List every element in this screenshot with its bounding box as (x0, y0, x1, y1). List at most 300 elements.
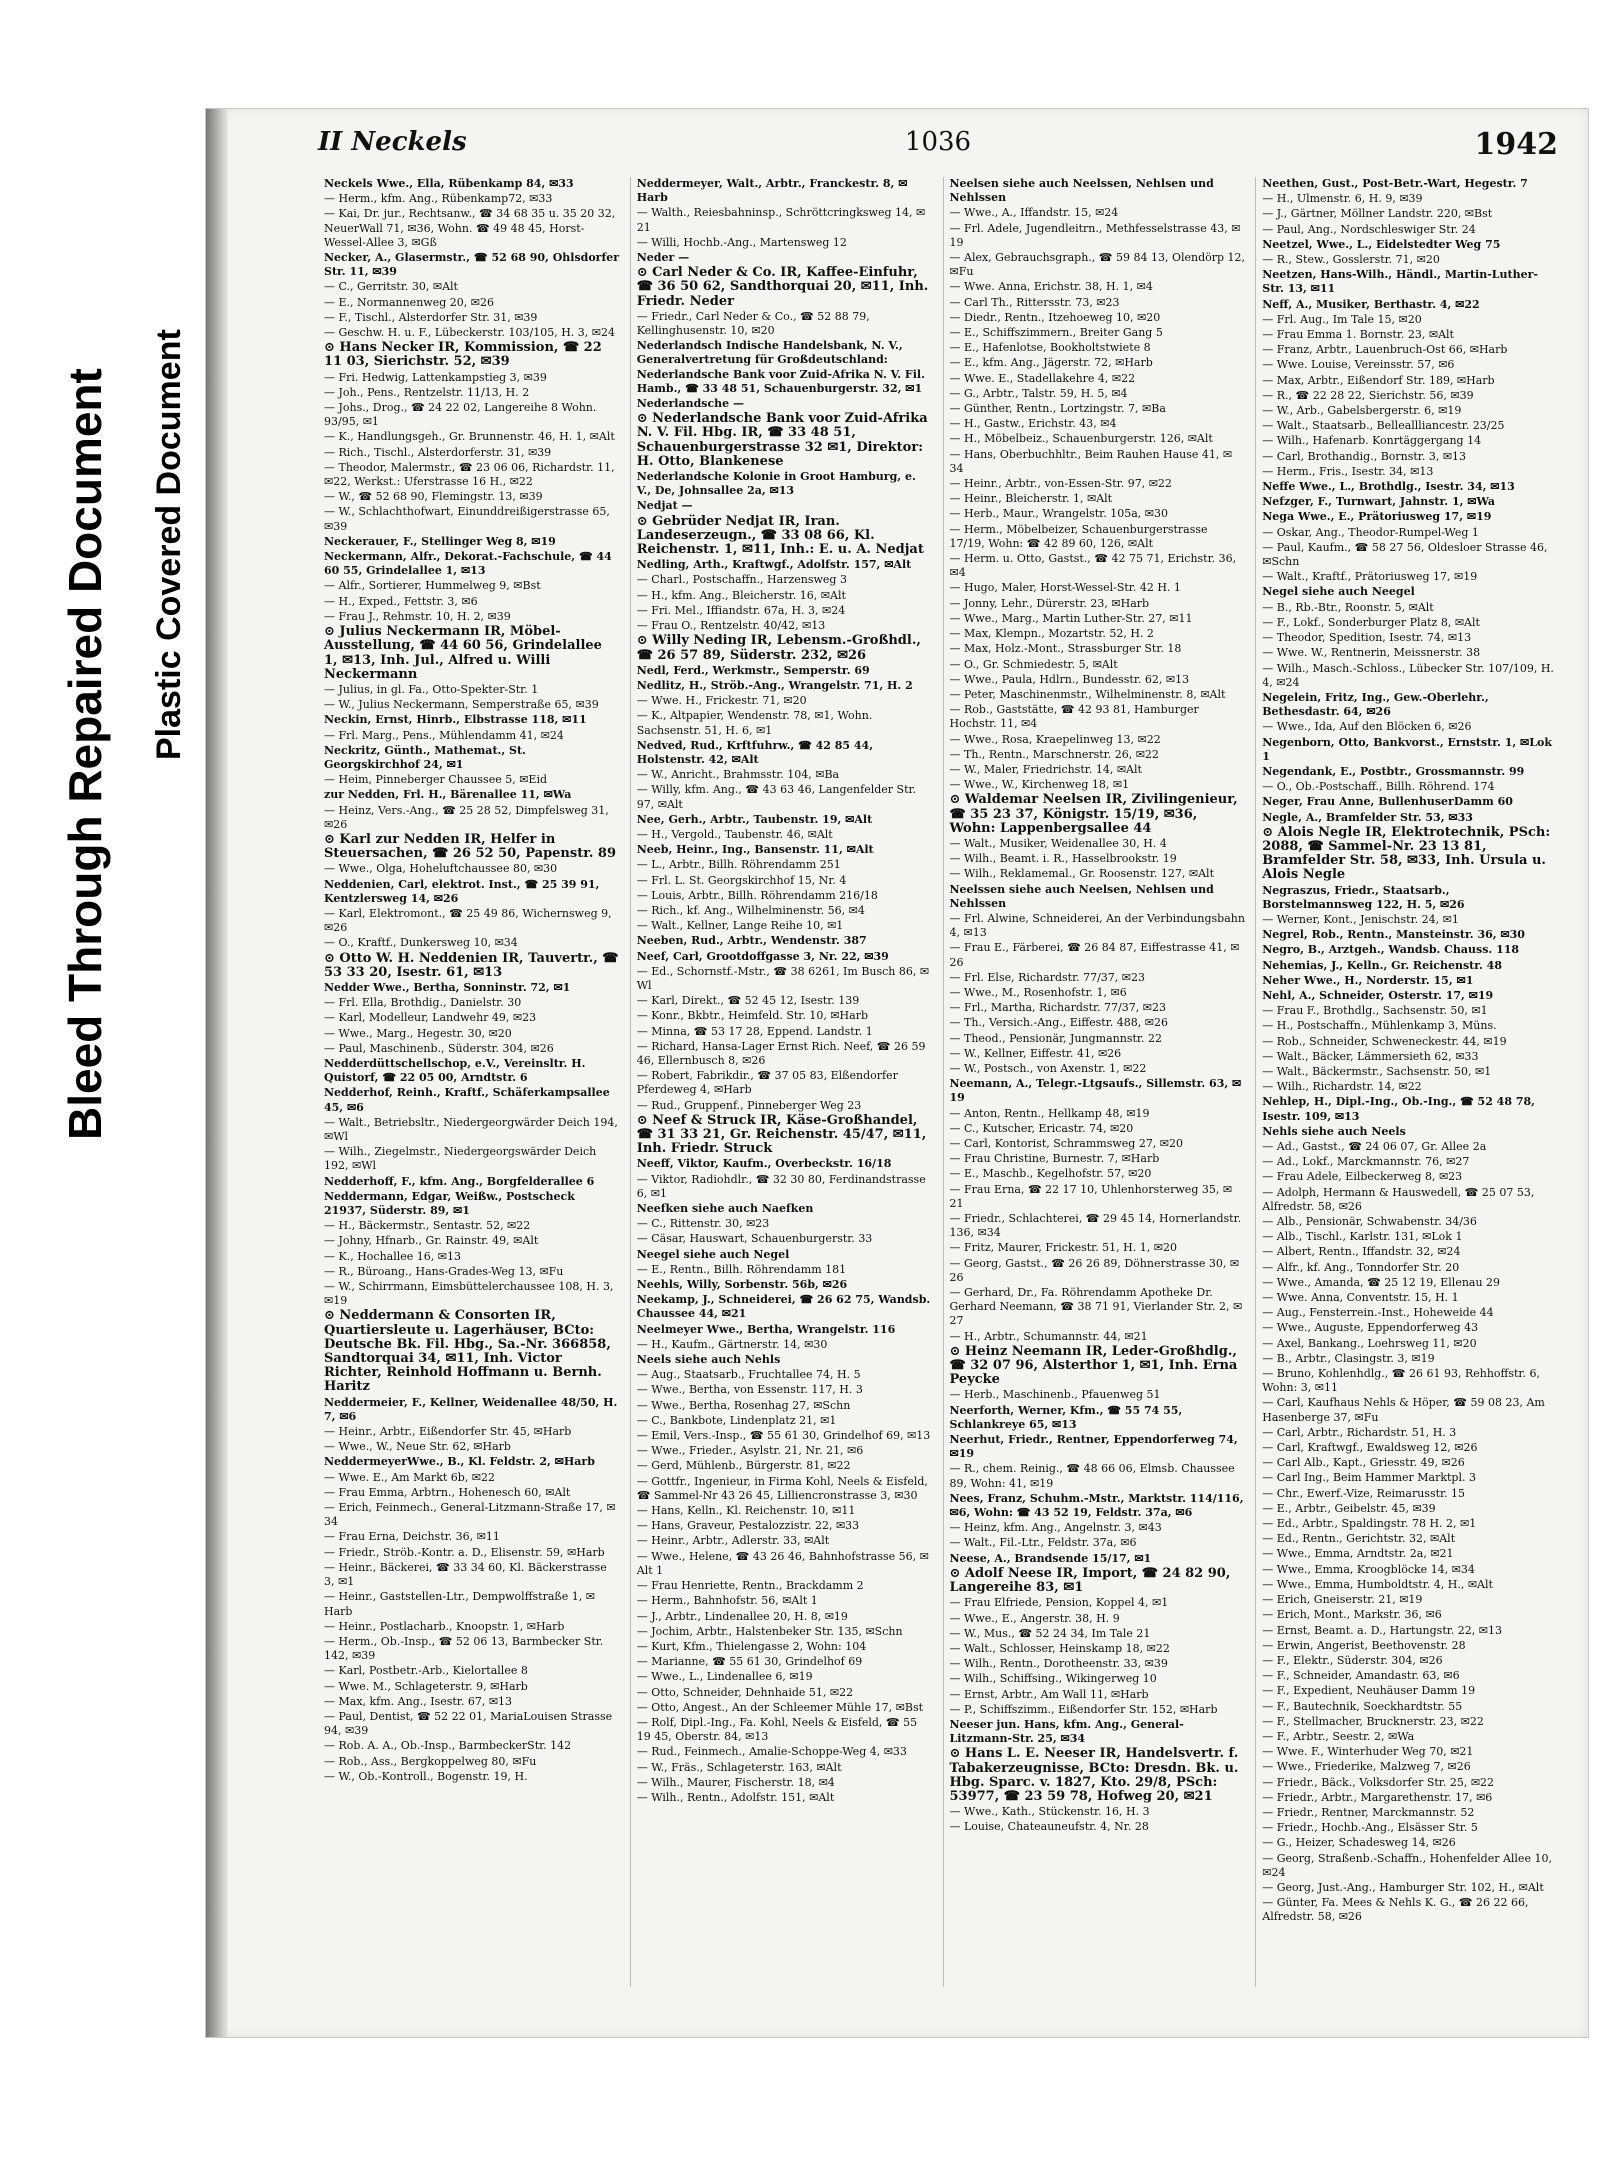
directory-entry: — G., Heizer, Schadesweg 14, ✉26 (1262, 1836, 1456, 1850)
directory-entry: Neckritz, Günth., Mathemat., St. Georgskirchhof 24, ✉1 (324, 743, 526, 771)
directory-entry: — Minna, ☎ 53 17 28, Eppend. Landstr. 1 (636, 1024, 873, 1038)
directory-entry: — Erich, Gneiserstr. 21, ✉19 (1262, 1593, 1423, 1607)
directory-entry: — Wwe., Frieder., Asylstr. 21, Nr. 21, ✉6 (636, 1444, 864, 1458)
directory-entry: — Hugo, Maler, Horst-Wessel-Str. 42 H. 1 (949, 581, 1181, 595)
directory-entry: ⊙ Neef & Struck IR, Käse-Großhandel, ☎ 31 33 21, Gr. Reichenstr. 45/47, ✉11, Inh. Friedr. Struck (636, 1112, 927, 1157)
directory-entry: — Walt., Schlosser, Heinskamp 18, ✉22 (949, 1641, 1170, 1655)
header-keyword: Neckels (351, 127, 467, 157)
directory-entry: — Wwe., Bertha, von Essenstr. 117, H. 3 (636, 1383, 863, 1397)
directory-entry: — Herm., Bahnhofstr. 56, ✉Alt 1 (636, 1594, 818, 1608)
directory-entry: — Georg, Straßenb.-Schaffn., Hohenfelder Allee 10, ✉24 (1262, 1851, 1552, 1879)
directory-entry: ⊙ Hans L. E. Neeser IR, Handelsvertr. f. Tabakerzeugnisse, BCto: Dresdn. Bk. u. Hbg. Sparc. v. 1827, Kto. 29/8, PSch: 53977, ☎ 23 59 78, Hofweg 20, ✉21 (949, 1746, 1239, 1804)
directory-entry: — Rich., Tischl., Alsterdorferstr. 31, ✉39 (324, 445, 552, 459)
directory-entry: — Frl. Else, Richardstr. 77/37, ✉23 (949, 970, 1146, 984)
directory-entry: — Paul, Kaufm., ☎ 58 27 56, Oldesloer Strasse 46, ✉Schn (1262, 540, 1548, 569)
directory-entry: — E., kfm. Ang., Jägerstr. 72, ✉Harb (949, 356, 1153, 370)
directory-entry: — Walt., Kellner, Lange Reihe 10, ✉1 (636, 919, 844, 933)
directory-entry: — E., Arbtr., Geibelstr. 45, ✉39 (1262, 1501, 1436, 1515)
directory-entry: — Wilh., Rentn., Dorotheenstr. 33, ✉39 (949, 1657, 1168, 1671)
directory-entry: Negelein, Fritz, Ing., Gew.-Oberlehr., Bethesdastr. 64, ✉26 (1262, 690, 1489, 719)
directory-entry: Neff, A., Musiker, Berthastr. 4, ✉22 (1262, 297, 1480, 311)
column-4 (1255, 177, 1558, 1987)
directory-entry: — Adolph, Hermann & Hauswedell, ☎ 25 07 53, Alfredstr. 58, ✉26 (1262, 1185, 1535, 1213)
directory-entry: — O., Ob.-Postschaff., Billh. Röhrend. 174 (1262, 780, 1495, 794)
directory-entry: — Friedr., Carl Neder & Co., ☎ 52 88 79, Kellinghusenstr. 10, ✉20 (636, 309, 870, 338)
plastic-covered-label: Plastic Covered Document (150, 329, 188, 760)
directory-entry: — Frl. Marg., Pens., Mühlendamm 41, ✉24 (324, 728, 564, 742)
directory-entry: — Friedr., Rentner, Marckmannstr. 52 (1262, 1805, 1475, 1819)
directory-entry: — Walt., Staatsarb., Belleallliancestr. 23/25 (1262, 419, 1505, 433)
directory-entry: — Walt., Betriebsltr., Niedergeorgwärder Deich 194, ✉Wl (324, 1115, 618, 1143)
directory-entry: — Wwe. Anna, Erichstr. 38, H. 1, ✉4 (949, 280, 1153, 294)
directory-entry: — Peter, Maschinenmstr., Wilhelminenstr. 8, ✉Alt (949, 687, 1226, 701)
directory-entry: Nederlandsche Kolonie in Groot Hamburg, e. V., De, Johnsallee 2a, ✉13 (636, 470, 916, 498)
directory-entry: — Carl, Kaufhaus Nehls & Höper, ☎ 59 08 23, Am Hasenberge 37, ✉Fu (1262, 1396, 1545, 1424)
directory-entry: — Wilh., Maurer, Fischerstr. 18, ✉4 (636, 1775, 835, 1789)
directory-entry: — H., Möbelbeiz., Schauenburgerstr. 126, ✉Alt (949, 432, 1213, 446)
directory-entry: Neder — (636, 251, 690, 265)
directory-entry: Neddenien, Carl, elektrot. Inst., ☎ 25 39 91, Kentzlersweg 14, ✉26 (324, 877, 600, 905)
directory-entry: — H., Kaufm., Gärtnerstr. 14, ✉30 (636, 1337, 828, 1351)
directory-entry: — F., Bautechnik, Soeckhardtstr. 55 (1262, 1699, 1463, 1713)
directory-entry: — Frau O., Rentzelstr. 40/42, ✉13 (636, 619, 826, 633)
directory-entry: — Heinr., Arbtr., Adlerstr. 33, ✉Alt (636, 1534, 830, 1548)
directory-entry: — W., Julius Neckermann, Semperstraße 65, ✉39 (324, 698, 599, 712)
directory-entry: — Frau E., Färberei, ☎ 26 84 87, Eiffestrasse 41, ✉26 (949, 941, 1240, 969)
directory-entry: — Wwe., Marg., Hegestr. 30, ✉20 (324, 1026, 512, 1040)
directory-entry: — Wwe., Amanda, ☎ 25 12 19, Ellenau 29 (1262, 1275, 1501, 1289)
directory-entry: NeddermeyerWwe., B., Kl. Feldstr. 2, ✉Harb (324, 1455, 595, 1469)
directory-entry: — Rob., Gaststätte, ☎ 42 93 81, Hamburger Hochstr. 11, ✉4 (949, 703, 1199, 731)
page-number: 1036 (904, 127, 972, 157)
directory-entry: — Wwe. Louise, Vereinsstr. 57, ✉6 (1262, 358, 1455, 372)
directory-entry: — Gottfr., Ingenieur, in Firma Kohl, Neels & Eisfeld, ☎ Sammel-Nr 43 26 45, Lilliencronstrasse 3, ✉30 (636, 1474, 928, 1502)
directory-entry: Neckin, Ernst, Hinrb., Elbstrasse 118, ✉11 (324, 713, 587, 727)
directory-entry: Nedl, Ferd., Werkmstr., Semperstr. 69 (636, 663, 870, 677)
directory-entry: — W., Schlachthofwart, Einunddreißigerstrasse 65, ✉39 (324, 505, 610, 533)
directory-entry: — Rob., Schneider, Schweneckestr. 44, ✉19 (1262, 1034, 1507, 1048)
directory-entry: — Rud., Feinmech., Amalie-Schoppe-Weg 4, ✉33 (636, 1745, 907, 1759)
directory-entry: — C., Kutscher, Ericastr. 74, ✉20 (949, 1121, 1134, 1135)
bleed-through-label: Bleed Through Repaired Document (59, 368, 111, 1140)
directory-entry: — C., Rittenstr. 30, ✉23 (636, 1217, 770, 1231)
directory-entry: — Rud., Gruppenf., Pinneberger Weg 23 (636, 1098, 862, 1112)
directory-entry: — Friedr., Bäck., Volksdorfer Str. 25, ✉22 (1262, 1775, 1495, 1789)
directory-entry: Nedved, Rud., Krftfuhrw., ☎ 42 85 44, Holstenstr. 42, ✉Alt (636, 738, 874, 766)
directory-entry: — K., Handlungsgeh., Gr. Brunnenstr. 46, H. 1, ✉Alt (324, 430, 615, 444)
directory-entry: Negle, A., Bramfelder Str. 53, ✉33 (1262, 810, 1473, 824)
directory-entry: — Herm., Möbelbeizer, Schauenburgerstrasse 17/19, Wohn: ☎ 42 89 60, 126, ✉Alt (949, 522, 1208, 550)
directory-entry: — Paul, Ang., Nordschleswiger Str. 24 (1262, 222, 1476, 236)
directory-entry: — Oskar, Ang., Theodor-Rumpel-Weg 1 (1262, 525, 1479, 539)
directory-entry: Neger, Frau Anne, BullenhuserDamm 60 (1262, 795, 1513, 809)
directory-entry: — K., Altpapier, Wendenstr. 78, ✉1, Wohn. Sachsenstr. 51, H. 6, ✉1 (636, 709, 873, 737)
directory-entry: Negraszus, Friedr., Staatsarb., Borstelmannsweg 122, H. 5, ✉26 (1262, 883, 1465, 911)
directory-columns (318, 177, 1558, 1987)
directory-entry: — Walt., Fil.-Ltr., Feldstr. 37a, ✉6 (949, 1536, 1137, 1550)
directory-entry: Nehl, A., Schneider, Osterstr. 17, ✉19 (1262, 988, 1494, 1002)
directory-entry: — Jochim, Arbtr., Halstenbeker Str. 135, ✉Schn (636, 1624, 903, 1638)
directory-entry: ⊙ Julius Neckermann IR, Möbel-Ausstellung, ☎ 44 60 56, Grindelallee 1, ✉13, Inh. Jul., Alfred u. Willi Neckermann (324, 624, 602, 682)
directory-entry: Neelmeyer Wwe., Bertha, Wrangelstr. 116 (636, 1322, 896, 1336)
directory-entry: zur Nedden, Frl. H., Bärenallee 11, ✉Wa (324, 788, 572, 802)
directory-entry: — F., Stellmacher, Brucknerstr. 23, ✉22 (1262, 1714, 1484, 1728)
directory-entry: — Wwe., W., Neue Str. 62, ✉Harb (324, 1440, 511, 1454)
directory-entry: Neeb, Heinr., Ing., Bansenstr. 11, ✉Alt (636, 843, 874, 857)
directory-entry: — Wwe., L., Lindenallee 6, ✉19 (636, 1670, 813, 1684)
column-2 (630, 177, 933, 1987)
directory-entry: ⊙ Otto W. H. Neddenien IR, Tauvertr., ☎ 53 33 20, Isestr. 61, ✉13 (324, 950, 619, 980)
directory-entry: — Karl, Modelleur, Landwehr 49, ✉23 (324, 1011, 537, 1025)
directory-entry: — Fri. Mel., Iffiandstr. 67a, H. 3, ✉24 (636, 603, 846, 617)
directory-entry: — Chr., Ewerf.-Vize, Reimarusstr. 15 (1262, 1486, 1466, 1500)
directory-entry: — Julius, in gl. Fa., Otto-Spekter-Str. 1 (324, 682, 539, 696)
directory-entry: — Friedr., Schlachterei, ☎ 29 45 14, Hornerlandstr. 136, ✉34 (949, 1212, 1242, 1240)
directory-entry: Neemann, A., Telegr.-Ltgsaufs., Sillemstr. 63, ✉19 (949, 1077, 1242, 1105)
directory-entry: — W., Kellner, Eiffestr. 41, ✉26 (949, 1046, 1122, 1060)
directory-entry: — Frau Elfriede, Pension, Koppel 4, ✉1 (949, 1596, 1169, 1610)
directory-entry: — Cäsar, Hauswart, Schauenburgerstr. 33 (636, 1232, 873, 1246)
directory-entry: Neckermann, Alfr., Dekorat.-Fachschule, ☎ 44 60 55, Grindelallee 1, ✉13 (324, 550, 612, 578)
directory-entry: — K., Hochallee 16, ✉13 (324, 1249, 461, 1263)
directory-entry: — Robert, Fabrikdir., ☎ 37 05 83, Elßendorfer Pferdeweg 4, ✉Harb (636, 1069, 898, 1097)
directory-entry: Neekamp, J., Schneiderei, ☎ 26 62 75, Wandsb. Chaussee 44, ✉21 (636, 1293, 931, 1321)
directory-entry: — Frau Adele, Eilbeckerweg 8, ✉23 (1262, 1170, 1463, 1184)
directory-entry: — Albert, Rentn., Iffandstr. 32, ✉24 (1262, 1245, 1461, 1259)
directory-entry: — F., Tischl., Alsterdorfer Str. 31, ✉39 (324, 310, 538, 324)
directory-entry: — P., Schiffszimm., Eißendorfer Str. 152, ✉Harb (949, 1702, 1218, 1716)
directory-entry: — Max, kfm. Ang., Isestr. 67, ✉13 (324, 1694, 513, 1708)
directory-entry: — Wwe. Anna, Conventstr. 15, H. 1 (1262, 1291, 1459, 1305)
directory-entry: — Wilh., Beamt. i. R., Hasselbrookstr. 19 (949, 852, 1177, 866)
directory-entry: — Herm., kfm. Ang., Rübenkamp72, ✉33 (324, 192, 553, 206)
directory-entry: — F., Elektr., Süderstr. 304, ✉26 (1262, 1653, 1443, 1667)
directory-entry: — Wwe., M., Rosenhofstr. 1, ✉6 (949, 985, 1127, 999)
directory-entry: — Hans, Kelln., Kl. Reichenstr. 10, ✉11 (636, 1504, 856, 1518)
directory-entry: — Ernst, Beamt. a. D., Hartungstr. 22, ✉13 (1262, 1623, 1502, 1637)
directory-entry: — Friedr., Arbtr., Margarethenstr. 17, ✉6 (1262, 1790, 1493, 1804)
directory-entry: Neels siehe auch Nehls (636, 1353, 781, 1367)
directory-entry: — J., Arbtr., Lindenallee 20, H. 8, ✉19 (636, 1609, 848, 1623)
directory-entry: — Paul, Maschinenb., Süderstr. 304, ✉26 (324, 1041, 554, 1055)
directory-entry: — Heim, Pinneberger Chaussee 5, ✉Eid (324, 773, 548, 787)
directory-entry: — Wwe. M., Schlageterstr. 9, ✉Harb (324, 1679, 528, 1693)
directory-entry: — Theod., Pensionär, Jungmannstr. 22 (949, 1031, 1162, 1045)
directory-entry: — W., Arb., Gabelsbergerstr. 6, ✉19 (1262, 404, 1462, 418)
directory-entry: — Kai, Dr. jur., Rechtsanw., ☎ 34 68 35 u. 35 20 32, NeuerWall 71, ✉36, Wohn. ☎ 49 48 45, Horst-Wessel-Allee 3, ✉Gß (324, 207, 616, 249)
binding-shadow (206, 109, 228, 2037)
directory-entry: — Wwe. E., Stadellakehre 4, ✉22 (949, 371, 1136, 385)
directory-entry: — Wilh., Reklamemal., Gr. Roosenstr. 127, ✉Alt (949, 867, 1214, 881)
directory-entry: — Walt., Bäcker, Lämmersieth 62, ✉33 (1262, 1049, 1479, 1063)
directory-entry: — Konr., Bkbtr., Heimfeld. Str. 10, ✉Harb (636, 1009, 869, 1023)
directory-entry: — Walth., Reiesbahninsp., Schröttcringksweg 14, ✉21 (636, 206, 926, 234)
directory-entry: — Wwe., A., Iffandstr. 15, ✉24 (949, 206, 1119, 220)
directory-entry: — Herm., Fris., Isestr. 34, ✉13 (1262, 464, 1434, 478)
directory-entry: — Ad., Gastst., ☎ 24 06 07, Gr. Allee 2a (1262, 1140, 1487, 1153)
directory-entry: — Wwe., Emma, Kroogblöcke 14, ✉34 (1262, 1562, 1475, 1576)
directory-entry: — Ernst, Arbtr., Am Wall 11, ✉Harb (949, 1687, 1149, 1701)
directory-entry: — Heinz, kfm. Ang., Angelnstr. 3, ✉43 (949, 1521, 1162, 1535)
directory-entry: — Frl. Ella, Brothdig., Danielstr. 30 (324, 996, 522, 1010)
directory-entry: — J., Gärtner, Möllner Landstr. 220, ✉Bst (1262, 207, 1493, 221)
directory-entry: — C., Bankbote, Lindenplatz 21, ✉1 (636, 1413, 837, 1427)
directory-entry: — Willi, Hochb.-Ang., Martensweg 12 (636, 235, 847, 249)
directory-entry: — Herb., Maur., Wrangelstr. 105a, ✉30 (949, 507, 1168, 521)
directory-entry: — Emil, Vers.-Insp., ☎ 55 61 30, Grindelhof 69, ✉13 (636, 1429, 931, 1443)
directory-entry: — Wwe. W., Rentnerin, Meissnerstr. 38 (1262, 646, 1481, 660)
directory-entry: — Aug., Staatsarb., Fruchtallee 74, H. 5 (636, 1368, 861, 1382)
directory-entry: Neelssen siehe auch Neelsen, Nehlsen und Nehlssen (949, 882, 1214, 910)
directory-entry: — Wwe., Marg., Martin Luther-Str. 27, ✉11 (949, 611, 1193, 625)
directory-entry: — R., Büroang., Hans-Grades-Weg 13, ✉Fu (324, 1264, 564, 1278)
directory-entry: — Heinz, Vers.-Ang., ☎ 25 28 52, Dimpfelsweg 31, ✉26 (324, 803, 609, 831)
directory-entry: — H., Vergold., Taubenstr. 46, ✉Alt (636, 827, 833, 841)
directory-entry: Neddermeyer, Walt., Arbtr., Franckestr. 8, ✉Harb (636, 177, 908, 205)
edition-year: 1942 (1474, 127, 1558, 162)
directory-entry: Negel siehe auch Neegel (1262, 585, 1415, 599)
directory-entry: Nederlandsche — (636, 397, 744, 411)
directory-entry: Neeben, Rud., Arbtr., Wendenstr. 387 (636, 934, 867, 948)
directory-entry: — Carl, Kontorist, Schrammsweg 27, ✉20 (949, 1137, 1184, 1150)
directory-entry: — C., Gerritstr. 30, ✉Alt (324, 280, 458, 294)
directory-entry: Negrel, Rob., Rentn., Mansteinstr. 36, ✉30 (1262, 928, 1525, 942)
directory-entry: Neefken siehe auch Naefken (636, 1202, 814, 1216)
directory-entry: Nedling, Arth., Kraftwgf., Adolfstr. 157, ✉Alt (636, 558, 912, 572)
directory-entry: — Richard, Hansa-Lager Ernst Rich. Neef, ☎ 26 59 46, Ellernbusch 8, ✉26 (636, 1039, 926, 1067)
directory-entry: — E., Normannenweg 20, ✉26 (324, 295, 494, 309)
directory-entry: — Johny, Hfnarb., Gr. Rainstr. 49, ✉Alt (324, 1234, 539, 1248)
directory-entry: — Fritz, Maurer, Frickestr. 51, H. 1, ✉20 (949, 1241, 1177, 1255)
directory-entry: — Frau Erna, ☎ 22 17 10, Uhlenhorsterweg 35, ✉21 (949, 1182, 1233, 1210)
document-annotations (0, 0, 200, 2177)
directory-entry: — Carl Ing., Beim Hammer Marktpl. 3 (1262, 1471, 1476, 1485)
directory-entry: — Franz, Arbtr., Lauenbruch-Ost 66, ✉Harb (1262, 343, 1508, 357)
directory-entry: — Heinr., Arbtr., von-Essen-Str. 97, ✉22 (949, 477, 1172, 491)
directory-entry: — Friedr., Ströb.-Kontr. a. D., Elisenstr. 59, ✉Harb (324, 1545, 605, 1559)
directory-entry: — Theodor, Malermstr., ☎ 23 06 06, Richardstr. 11, ✉22, Werkst.: Uferstrasse 16 H., ✉22 (324, 460, 615, 489)
directory-entry: — Erwin, Angerist, Beethovenstr. 28 (1262, 1638, 1466, 1652)
directory-entry: — Frl., Martha, Richardstr. 77/37, ✉23 (949, 1001, 1166, 1015)
directory-entry: Neerhut, Friedr., Rentner, Eppendorferweg 74, ✉19 (949, 1433, 1238, 1461)
directory-entry: — E., Maschb., Kegelhofstr. 57, ✉20 (949, 1167, 1152, 1181)
page-header (318, 127, 1558, 167)
directory-entry: — W., Fräs., Schlageterstr. 163, ✉Alt (636, 1760, 842, 1774)
directory-entry: Necker, A., Glasermstr., ☎ 52 68 90, Ohlsdorfer Str. 11, ✉39 (324, 251, 619, 279)
directory-entry: — Frau F., Brothdlg., Sachsenstr. 50, ✉1 (1262, 1004, 1488, 1018)
directory-entry: — Th., Versich.-Ang., Eiffestr. 488, ✉26 (949, 1016, 1168, 1030)
directory-entry: — Wilh., Masch.-Schloss., Lübecker Str. 107/109, H. 4, ✉24 (1262, 661, 1554, 689)
directory-entry: ⊙ Adolf Neese IR, Import, ☎ 24 82 90, Langereihe 83, ✉1 (949, 1565, 1231, 1596)
directory-entry: — Wwe., Ida, Auf den Blöcken 6, ✉26 (1262, 720, 1472, 734)
directory-entry: — Otto, Angest., An der Schleemer Mühle 17, ✉Bst (636, 1700, 924, 1714)
directory-entry: — W., ☎ 52 68 90, Flemingstr. 13, ✉39 (324, 490, 543, 504)
directory-entry: — Fri. Hedwig, Lattenkampstieg 3, ✉39 (324, 370, 547, 384)
directory-entry: Neese, A., Brandsende 15/17, ✉1 (949, 1551, 1152, 1565)
directory-entry: — Georg, Just.-Ang., Hamburger Str. 102, H., ✉Alt (1262, 1880, 1544, 1894)
directory-entry: — Wwe., Helene, ☎ 43 26 46, Bahnhofstrasse 56, ✉Alt 1 (636, 1549, 929, 1577)
directory-entry: — Frl. Alwine, Schneiderei, An der Verbindungsbahn 4, ✉13 (949, 911, 1245, 940)
directory-entry: — Wwe. E., Am Markt 6b, ✉22 (324, 1470, 496, 1484)
directory-entry: — Wwe., Emma, Arndtstr. 2a, ✉21 (1262, 1547, 1454, 1561)
directory-entry: — Wilh., Schiffsing., Wikingerweg 10 (949, 1672, 1157, 1686)
directory-entry: — R., chem. Reinig., ☎ 48 66 06, Elmsb. Chaussee 89, Wohn: 41, ✉19 (949, 1462, 1235, 1490)
directory-entry: — Alex, Gebrauchsgraph., ☎ 59 84 13, Olendörp 12, ✉Fu (949, 251, 1246, 279)
directory-entry: — Theodor, Spedition, Isestr. 74, ✉13 (1262, 631, 1472, 645)
directory-entry: Nederlandsch Indische Handelsbank, N. V., Generalvertretung für Großdeutschland: Nederlandsche Bank voor Zuid-Afrika N. V. Fil. Hamb., ☎ 33 48 51, Schauenburgerstr. 32, ✉1 (636, 339, 925, 395)
directory-entry: ⊙ Gebrüder Nedjat IR, Iran. Landeserzeugn., ☎ 33 08 66, Kl. Reichenstr. 1, ✉11, Inh.: E. u. A. Nedjat (636, 513, 924, 558)
directory-entry: Nehlep, H., Dipl.-Ing., Ob.-Ing., ☎ 52 48 78, Isestr. 109, ✉13 (1262, 1095, 1535, 1123)
directory-entry: Neelsen siehe auch Neelssen, Nehlsen und Nehlssen (949, 177, 1214, 205)
directory-entry: Negendank, E., Postbtr., Grossmannstr. 99 (1262, 764, 1525, 778)
directory-entry: — Karl, Postbetr.-Arb., Kielortallee 8 (324, 1664, 528, 1678)
header-left (318, 127, 467, 157)
directory-entry: — Heinr., Arbtr., Eißendorfer Str. 45, ✉Harb (324, 1425, 572, 1439)
directory-entry: Neerforth, Werner, Kfm., ☎ 55 74 55, Schlankreye 65, ✉13 (949, 1403, 1183, 1431)
directory-entry: — W., Ob.-Kontroll., Bogenstr. 19, H. (324, 1769, 528, 1783)
scanned-directory-page (205, 108, 1589, 2038)
directory-entry: — Werner, Kont., Jenischstr. 24, ✉1 (1262, 912, 1459, 926)
directory-entry: — H., Bäckermstr., Sentastr. 52, ✉22 (324, 1219, 531, 1233)
directory-entry: Neetzel, Wwe., L., Eidelstedter Weg 75 (1262, 237, 1501, 251)
directory-entry: — Herm., Ob.-Insp., ☎ 52 06 13, Barmbecker Str. 142, ✉39 (324, 1634, 604, 1663)
directory-entry: — Herm. u. Otto, Gastst., ☎ 42 75 71, Erichstr. 36, ✉4 (949, 552, 1237, 580)
directory-entry: — Wwe., Rosa, Kraepelinweg 13, ✉22 (949, 732, 1161, 746)
directory-entry: — Günther, Rentn., Lortzingstr. 7, ✉Ba (949, 402, 1166, 416)
directory-entry: — Charl., Postschaffn., Harzensweg 3 (636, 573, 847, 587)
directory-entry: — Carl Th., Rittersstr. 73, ✉23 (949, 295, 1120, 309)
directory-entry: — W., Postsch., von Axenstr. 1, ✉22 (949, 1061, 1147, 1075)
directory-entry: — Frau Christine, Burnestr. 7, ✉Harb (949, 1152, 1160, 1166)
directory-entry: — Carl, Brothandig., Bornstr. 3, ✉13 (1262, 449, 1467, 463)
directory-entry: — Johs., Drog., ☎ 24 22 02, Langereihe 8 Wohn. 93/95, ✉1 (324, 401, 597, 429)
directory-entry: — Walt., Kraftf., Prätoriusweg 17, ✉19 (1262, 570, 1478, 584)
directory-entry: — Wwe. H., Frickestr. 71, ✉20 (636, 694, 807, 708)
directory-entry: — H., Gastw., Erichstr. 43, ✉4 (949, 417, 1117, 431)
directory-entry: ⊙ Neddermann & Consorten IR, Quartiersleute u. Lagerhäuser, BCto: Deutsche Bk. Fil. Hbg., Sa.-Nr. 366858, Sandtorquai 34, ✉11, Inh. Victor Richter, Reinhold Hoffmann u. Bernh. Haritz (324, 1308, 611, 1395)
directory-entry: — Bruno, Kohlenhdlg., ☎ 26 61 93, Rehhoffstr. 6, Wohn: 3, ✉11 (1262, 1367, 1540, 1395)
directory-entry: — Diedr., Rentn., Itzehoeweg 10, ✉20 (949, 310, 1161, 324)
directory-entry: ⊙ Nederlandsche Bank voor Zuid-Afrika N. V. Fil. Hbg. IR, ☎ 33 48 51, Schauenburgerstrasse 32 ✉1, Direktor: H. Otto, Blankenese (636, 411, 928, 469)
directory-entry: — Georg, Gastst., ☎ 26 26 89, Döhnerstrasse 30, ✉26 (949, 1256, 1240, 1284)
directory-entry: Neffe Wwe., L., Brothdlg., Isestr. 34, ✉13 (1262, 480, 1515, 494)
directory-entry: — Joh., Pens., Rentzelstr. 11/13, H. 2 (324, 385, 530, 399)
directory-entry: — Frau J., Rehmstr. 10, H. 2, ✉39 (324, 609, 511, 623)
directory-entry: Neeser jun. Hans, kfm. Ang., General-Litzmann-Str. 25, ✉34 (949, 1717, 1184, 1746)
directory-entry: Nee, Gerh., Arbtr., Taubenstr. 19, ✉Alt (636, 812, 873, 826)
directory-entry: Neeff, Viktor, Kaufm., Overbeckstr. 16/18 (636, 1157, 892, 1171)
directory-entry: — Heinr., Gaststellen-Ltr., Dempwolffstraße 1, ✉Harb (324, 1590, 595, 1618)
directory-entry: — Rob. A. A., Ob.-Insp., BarmbeckerStr. 142 (324, 1739, 572, 1753)
directory-entry: — W., Anricht., Brahmsstr. 104, ✉Ba (636, 768, 840, 782)
directory-entry: — Walt., Bäckermstr., Sachsenstr. 50, ✉1 (1262, 1064, 1492, 1078)
directory-entry: — Kurt, Kfm., Thielengasse 2, Wohn: 104 (636, 1639, 867, 1653)
directory-entry: — Wwe., Bertha, Rosenhag 27, ✉Schn (636, 1398, 851, 1412)
directory-entry: — Erich, Mont., Markstr. 36, ✉6 (1262, 1608, 1442, 1622)
directory-entry: ⊙ Alois Negle IR, Elektrotechnik, PSch: 2088, ☎ Sammel-Nr. 23 13 81, Bramfelder Str. 58, ✉33, Inh. Ursula u. Alois Negle (1262, 824, 1551, 883)
directory-entry: — Otto, Schneider, Dehnhaide 51, ✉22 (636, 1685, 854, 1699)
directory-entry: — Ed., Arbtr., Spaldingstr. 78 H. 2, ✉1 (1262, 1517, 1477, 1531)
directory-entry: — Frl. Adele, Jugendleitrn., Methfesselstrasse 43, ✉19 (949, 221, 1241, 249)
directory-entry: — Frl. Aug., Im Tale 15, ✉20 (1262, 312, 1422, 326)
directory-entry: — Wwe., Emma, Humboldtstr. 4, H., ✉Alt (1262, 1577, 1493, 1591)
directory-entry: — Heinr., Postlacharb., Knoopstr. 1, ✉Harb (324, 1619, 565, 1633)
directory-entry: — Ed., Rentn., Gerichtstr. 32, ✉Alt (1262, 1532, 1456, 1546)
directory-entry: Nees, Franz, Schuhm.-Mstr., Marktstr. 114/116, ✉6, Wohn: ☎ 43 52 19, Feldstr. 37a, ✉6 (949, 1491, 1244, 1520)
directory-entry: Neddermann, Edgar, Weißw., Postscheck 21937, Süderstr. 89, ✉1 (324, 1189, 575, 1218)
directory-entry: — Anton, Rentn., Hellkamp 48, ✉19 (949, 1106, 1150, 1120)
directory-entry: ⊙ Heinz Neemann IR, Leder-Großhdlg., ☎ 32 07 96, Alsterthor 1, ✉1, Inh. Erna Peycke (949, 1343, 1238, 1388)
directory-entry: Nedderhof, Reinh., Kraftf., Schäferkampsallee 45, ✉6 (324, 1086, 610, 1114)
directory-entry: — Frau Erna, Deichstr. 36, ✉11 (324, 1530, 500, 1544)
directory-entry: — Willy, kfm. Ang., ☎ 43 63 46, Langenfelder Str. 97, ✉Alt (636, 783, 917, 811)
directory-entry: — Marianne, ☎ 55 61 30, Grindelhof 69 (636, 1655, 863, 1669)
directory-entry: — Gerd, Mühlenb., Bürgerstr. 81, ✉22 (636, 1459, 851, 1473)
directory-entry: — Carl, Kraftwgf., Ewaldsweg 12, ✉26 (1262, 1441, 1478, 1455)
directory-entry: — Wilh., Hafenarb. Konrtäggergang 14 (1262, 434, 1482, 448)
directory-entry: ⊙ Karl zur Nedden IR, Helfer in Steuersachen, ☎ 26 52 50, Papenstr. 89 (324, 831, 616, 862)
directory-entry: — Friedr., Hochb.-Ang., Elsässer Str. 5 (1262, 1821, 1478, 1835)
directory-entry: — Ed., Schornstf.-Mstr., ☎ 38 6261, Im Busch 86, ✉Wl (636, 964, 930, 992)
directory-entry: — Herb., Maschinenb., Pfauenweg 51 (949, 1388, 1161, 1402)
directory-entry: — Carl, Arbtr., Richardstr. 51, H. 3 (1262, 1425, 1457, 1439)
directory-entry: — B., Rb.-Btr., Roonstr. 5, ✉Alt (1262, 600, 1434, 614)
directory-entry: — R., Stew., Gosslerstr. 71, ✉20 (1262, 253, 1440, 267)
directory-entry: — Erich, Feinmech., General-Litzmann-Straße 17, ✉34 (324, 1501, 616, 1529)
directory-entry: Neehls, Willy, Sorbenstr. 56b, ✉26 (636, 1278, 848, 1292)
column-3 (943, 177, 1246, 1987)
directory-entry: — Wwe., Olga, Hoheluftchaussee 80, ✉30 (324, 862, 558, 876)
directory-entry: — O., Kraftf., Dunkersweg 10, ✉34 (324, 936, 518, 950)
directory-entry: ⊙ Willy Neding IR, Lebensm.-Großhdl., ☎ 26 57 89, Süderstr. 232, ✉26 (636, 633, 921, 663)
directory-entry: — Walt., Musiker, Weidenallee 30, H. 4 (949, 836, 1167, 850)
directory-entry: — Wwe., Friederike, Malzweg 7, ✉26 (1262, 1760, 1471, 1774)
directory-entry: — Alb., Pensionär, Schwabenstr. 34/36 (1262, 1215, 1477, 1229)
directory-entry: — B., Arbtr., Clasingstr. 3, ✉19 (1262, 1351, 1435, 1365)
directory-entry: — Wwe., E., Angerstr. 38, H. 9 (949, 1611, 1120, 1625)
directory-entry: — Karl, Direkt., ☎ 52 45 12, Isestr. 139 (636, 994, 860, 1008)
directory-entry: — H., kfm. Ang., Bleicherstr. 16, ✉Alt (636, 588, 846, 602)
directory-entry: — Wwe., W., Kirchenweg 18, ✉1 (949, 778, 1130, 792)
directory-entry: — F., Expedient, Neuhäuser Damm 19 (1262, 1684, 1476, 1698)
directory-entry: — E., Rentn., Billh. Röhrendamm 181 (636, 1262, 847, 1276)
directory-entry: — Wilh., Richardstr. 14, ✉22 (1262, 1080, 1422, 1094)
column-1 (318, 177, 620, 1987)
directory-entry: — Frl. L. St. Georgskirchhof 15, Nr. 4 (636, 873, 847, 887)
directory-entry: — Alb., Tischl., Karlstr. 131, ✉Lok 1 (1262, 1230, 1463, 1244)
directory-entry: Nedder Wwe., Bertha, Sonninstr. 72, ✉1 (324, 980, 571, 994)
directory-entry: — Aug., Fensterrein.-Inst., Hoheweide 44 (1262, 1306, 1494, 1320)
directory-entry: — O., Gr. Schmiedestr. 5, ✉Alt (949, 657, 1118, 671)
directory-entry: — Gerhard, Dr., Fa. Röhrendamm Apotheke Dr. Gerhard Neemann, ☎ 38 71 91, Vierlander Str. 2, ✉27 (949, 1286, 1243, 1328)
directory-entry: — Frau Henriette, Rentn., Brackdamm 2 (636, 1579, 864, 1593)
directory-entry: — Paul, Dentist, ☎ 52 22 01, MariaLouisen Strasse 94, ✉39 (324, 1709, 613, 1738)
directory-entry: — Th., Rentn., Marschnerstr. 26, ✉22 (949, 747, 1159, 761)
directory-entry: — Hans, Oberbuchhltr., Beim Rauhen Hause 41, ✉34 (949, 447, 1233, 475)
directory-entry: — Wilh., Ziegelmstr., Niedergeorgswärder Deich 192, ✉Wl (324, 1145, 597, 1173)
directory-entry: — Max, Arbtr., Eißendorf Str. 189, ✉Harb (1262, 373, 1495, 387)
directory-entry: — Rolf, Dipl.-Ing., Fa. Kohl, Neels & Eisfeld, ☎ 55 19 45, Oberstr. 84, ✉13 (636, 1715, 918, 1744)
directory-entry: — Alfr., kf. Ang., Tonndorfer Str. 20 (1262, 1260, 1460, 1274)
directory-entry: Neckels Wwe., Ella, Rübenkamp 84, ✉33 (324, 177, 574, 190)
directory-entry: Negro, B., Arztgeh., Wandsb. Chauss. 118 (1262, 943, 1520, 957)
directory-entry: — Louis, Arbtr., Billh. Röhrendamm 216/18 (636, 888, 878, 902)
directory-entry: Nedderdüttschellschop, e.V., Vereinsltr. H. Quistorf, ☎ 22 05 00, Arndtstr. 6 (324, 1056, 586, 1085)
directory-entry: — Günter, Fa. Mees & Nehls K. G., ☎ 26 22 66, Alfredstr. 58, ✉26 (1262, 1896, 1529, 1924)
directory-entry: — W., Mus., ☎ 52 24 34, Im Tale 21 (949, 1626, 1151, 1640)
directory-entry: — Frau Emma, Arbtrn., Hohenesch 60, ✉Alt (324, 1485, 571, 1499)
directory-entry: ⊙ Carl Neder & Co. IR, Kaffee-Einfuhr, ☎ 36 50 62, Sandthorquai 20, ✉11, Inh. Friedr. Neder (636, 265, 929, 309)
